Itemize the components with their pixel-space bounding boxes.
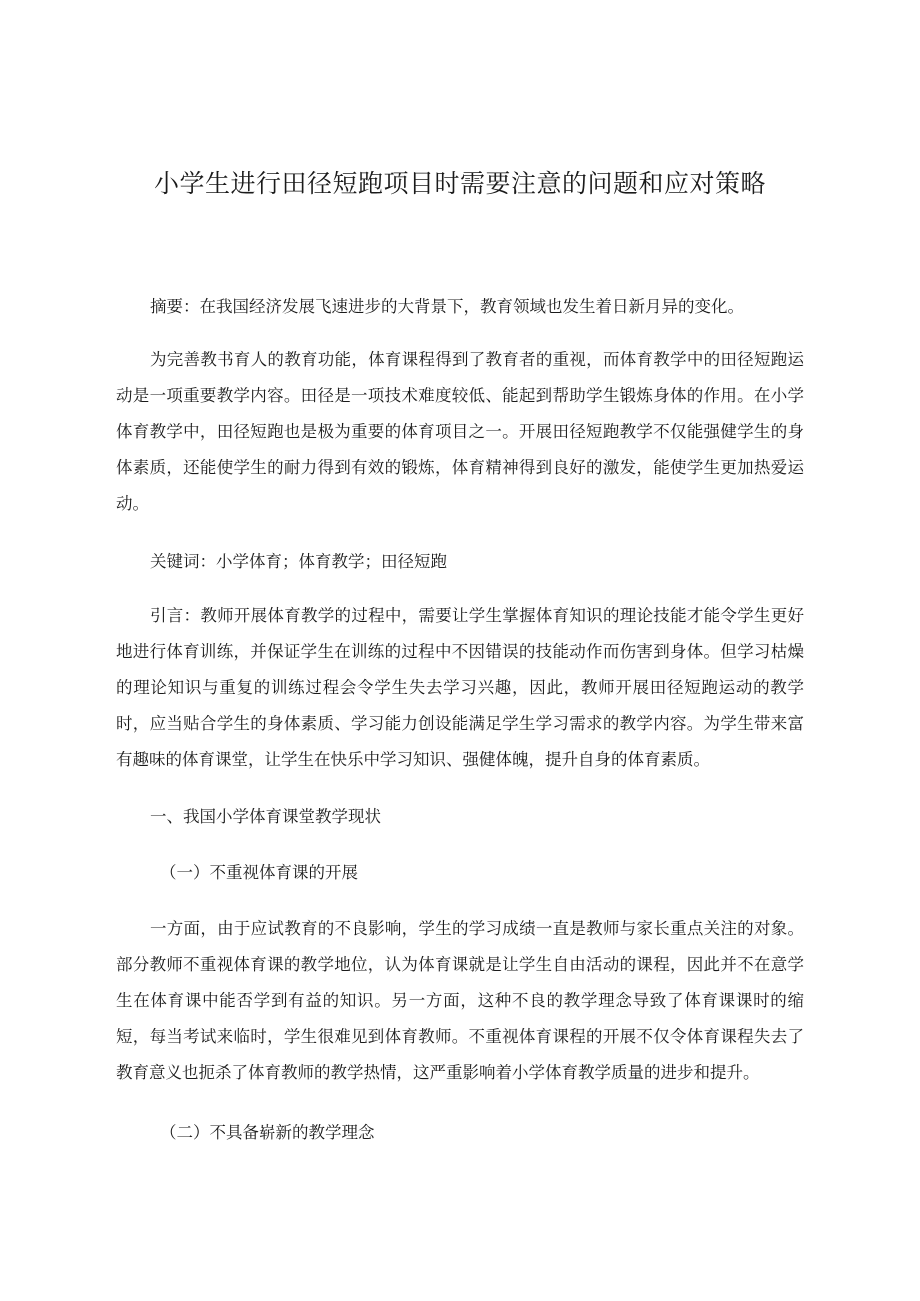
subsection-heading-2: （二）不具备崭新的教学理念	[160, 1123, 375, 1142]
keywords-paragraph: 关键词：小学体育；体育教学；田径短跑	[150, 552, 447, 571]
abstract-paragraph: 摘要：在我国经济发展飞速进步的大背景下，教育领域也发生着日新月异的变化。	[150, 297, 744, 316]
section-heading-1: 一、我国小学体育课堂教学现状	[150, 807, 381, 826]
preface-paragraph: 引言：教师开展体育教学的过程中，需要让学生掌握体育知识的理论技能才能令学生更好地进行体育训练，并保证学生在训练的过程中不因错误的技能动作而伤害到身体。但学习枯燥的理论知识与重复的训练过程会令学生失去学习兴趣，因此，教师开展田径短跑运动的教学时，应当贴合学生的身体素质、学习能力创设能满足学生学习需求的教学内容。为学生带来富有趣味的体育课堂，让学生在快乐中学习知识、强健体魄，提升自身的体育素质。	[116, 606, 804, 769]
intro-paragraph: 为完善教书育人的教育功能，体育课程得到了教育者的重视，而体育教学中的田径短跑运动是一项重要教学内容。田径是一项技术难度较低、能起到帮助学生锻炼身体的作用。在小学体育教学中，田径短跑也是极为重要的体育项目之一。开展田径短跑教学不仅能强健学生的身体素质，还能使学生的耐力得到有效的锻炼，体育精神得到良好的激发，能使学生更加热爱运动。	[116, 350, 804, 513]
subsection-1-body: 一方面，由于应试教育的不良影响，学生的学习成绩一直是教师与家长重点关注的对象。部分教师不重视体育课的教学地位，认为体育课就是让学生自由活动的课程，因此并不在意学生在体育课中能否学到有益的知识。另一方面，这种不良的教学理念导致了体育课课时的缩短，每当考试来临时，学生很难见到体育教师。不重视体育课程的开展不仅令体育课程失去了教育意义也扼杀了体育教师的教学热情，这严重影响着小学体育教学质量的进步和提升。	[116, 919, 804, 1082]
document-title: 小学生进行田径短跑项目时需要注意的问题和应对策略	[153, 169, 766, 198]
subsection-heading-1: （一）不重视体育课的开展	[160, 863, 358, 882]
